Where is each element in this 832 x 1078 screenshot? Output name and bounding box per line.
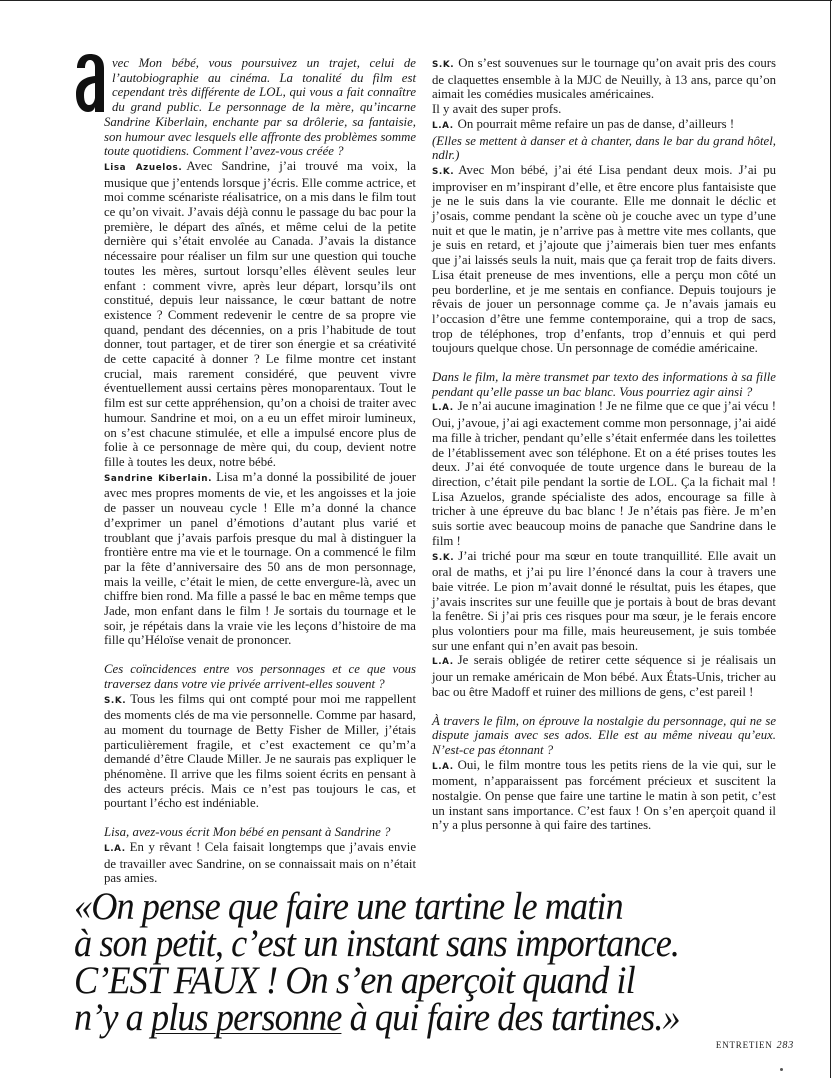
speaker-label: S.K. [104,695,127,706]
answer-text: J’ai triché pour ma sœur en toute tranquillité. Elle avait un oral de maths, et j’ai pu lire l’énoncé dans la cour à travers une baie vitrée. Le pion m’avait donné le résultat, puis les étapes, que j’avais inscrites sur une feuille que je portais à bout de bras devant la fenêtre. Si j’ai pris ces risques pour ma sœur, je le ferais encore plus volontiers pour ma fille, mais heureusement, je suis tombée sur une enfant qui n’en avait pas besoin. [432,548,776,653]
speaker-label: L.A. [432,120,454,131]
right-answer-3 [432,163,776,356]
page-border-right [830,0,831,1078]
answer-text: On pourrait même refaire un pas de danse, d’ailleurs ! [457,116,735,131]
speaker-label: L.A. [104,843,126,854]
pull-quote-line [74,996,744,1039]
page-number: 283 [776,1040,794,1051]
right-answer-4 [432,399,776,548]
right-answer-7 [432,758,776,834]
answer-3 [104,692,416,812]
pull-quote-underlined: plus personne [151,996,342,1039]
intro-question-text: vec Mon bébé, vous poursuivez un trajet, celui de l’autobiographie au cinéma. La tonalité du film est cependant très différente de LOL, qui vous a fait connaître du grand public. Le personnage de la mère, qu’incarne Sandrine Kiberlain, enchante par sa drôlerie, sa fantaisie, son humour avec lesquels elle affronte des problèmes somme toute quotidiens. Comment l’avez-vous créée ? [104,56,416,159]
page-footer [716,1040,794,1051]
pull-quote-segment: n’y a [74,996,152,1039]
right-column [432,56,776,833]
answer-text: Avec Mon bébé, j’ai été Lisa pendant deux mois. J’ai pu improviser en m’inspirant d’elle, et être encore plus fantaisiste que je ne le suis dans la vie courante. Elle me donnait le déclic et j’osais, comme pendant la scène où je couche avec un type d’une nuit et que le matin, je n’arrive pas à mettre vite mes collants, que je suis en retard, et j’ajoute que j’aimerais bien tuer mes enfants que j’ai laissés seuls la nuit, mais que ça ferait trop de faits divers. Lisa était preneuse de mes inventions, elle a perçu mon côté un peu borderline, et je me sentais en confiance. Depuis toujours je rêvais de jouer un personnage comme ça. Je n’avais jamais eu l’occasion d’être une femme contemporaine, qui a trop de sacs, trop de téléphones, trop d’enfants, trop d’ennuis et qui perd toujours quelque chose. Un personnage de comédie américaine. [432,162,776,356]
answer-2 [104,470,416,648]
page-border-top [0,0,832,1]
speaker-label: Sandrine Kiberlain. [104,473,213,484]
pull-quote-segment: à qui faire des tartines.» [341,996,680,1039]
answer-4 [104,840,416,886]
answer-text: En y rêvant ! Cela faisait longtemps que j’avais envie de travailler avec Sandrine, on se connaissait mais on n’était pas amies. [104,839,416,886]
pull-quote [74,885,744,1039]
answer-text: Je n’ai aucune imagination ! Je ne filme que ce que j’ai vécu ! Oui, j’avoue, j’ai agi exactement comme mon personnage, j’ai aidé ma fille à tricher, pendant qu’elle s’était enfermée dans les toilettes de l’établissement avec son téléphone. Et on a été prises toutes les deux. J’ai été convoquée de toute urgence dans le bureau de la direction, c’était pile pendant la sortie de LOL. Ça la fichait mal ! Lisa Azuelos, grande spécialiste des ados, encourage sa fille à tricher à une épreuve du bac blanc ! Je n’étais pas fière. Je m’en suis sortie avec beaucoup moins de panache que Sandrine dans le film ! [432,399,776,548]
answer-text: Lisa m’a donné la possibilité de jouer avec mes propres moments de vie, et les angoisses et la joie de passer un nouveau cycle ! Elle m’a donné la chance d’exprimer un panel d’émotions d’autant plus varié et troublant que j’avais parfois presque du mal à distinguer la frontière entre ma vie et le tournage. On a commencé le film par la fête d’anniversaire des 50 ans de mon personnage, mais la veille, c’était le mien, de cette envergure-là, avec un chiffre bien rond. Ma fille a passé le bac en même temps que Jade, mon enfant dans le film ! Je sortais du tournage et le soir, je répétais dans la vraie vie les leçons d’histoire de ma fille qu’Héloïse venait de prononcer. [104,469,416,648]
answer-1 [104,159,416,470]
question-3: Lisa, avez-vous écrit Mon bébé en pensant à Sandrine ? [104,825,391,840]
dropcap-glyph [76,52,104,114]
speaker-label: Lisa Azuelos. [104,162,183,173]
right-answer-5 [432,549,776,654]
answer-text: On s’est souvenues sur le tournage qu’on avait pris des cours de claquettes ensemble à la MJC de Neuilly, à 13 ans, parce qu’on aimait les comédies musicales américaines. [432,56,776,102]
answer-text: Je serais obligée de retirer cette séquence si je réalisais un jour un remake américain de Mon bébé. Aux États-Unis, tricher au bac ou être Madoff et ruiner des millions de gens, c’est pareil ! [432,653,776,699]
speaker-label: S.K. [432,166,455,177]
corner-mark [780,1068,783,1071]
right-answer-2 [432,117,776,134]
answer-text: Tous les films qui ont compté pour moi me rappellent des moments clés de ma vie personnelle. Comme par hasard, au moment du tournage de Betty Fisher de Miller, j’étais particulièrement fragile, et c’est exactement ce qu’m’a demandé d’être Claude Miller. Je ne saurais pas expliquer le phénomène. Il arrive que les films soient écrits en pensant à des acteurs précis. Mais ce n’est pas toujours le cas, et pourtant l’écho est indéniable. [104,691,416,811]
pull-quote-line: C’EST FAUX ! On s’en aperçoit quand il [74,959,635,1002]
editor-note: (Elles se mettent à danser et à chanter, dans le bar du grand hôtel, ndlr.) [432,133,776,163]
speaker-label: L.A. [432,657,454,668]
answer-text: Avec Sandrine, j’ai trouvé ma voix, la musique que j’entends lorsque j’écris. Elle comme actrice, et moi comme scénariste réalisatrice, on a mis dans le film tout ce qu’on vivait. J’avais déjà connu le passage du bac pour la première, le départ des aînés, et même celui de la petite dernière qui s’était envolée au Canada. J’avais la distance nécessaire pour réaliser un film sur une question qui touche toutes les mères, surtout lorsqu’elles élèvent seules leur enfant : comment vivre, après leur départ, lorsqu’ils ont constitué, depuis leur naissance, le cœur battant de notre existence ? Comment redevenir le centre de sa propre vie quand, pendant des décennies, on a pris l’habitude de tout donner, tout partager, et de tirer son énergie et sa créativité de cette capacité à donner ? Le filme montre cet instant crucial, mais rarement considéré, que peuvent vivre éventuellement aussi certains pères monoparentaux. Tout le film est sur cette appréhension, qu’on a choisi de traiter avec humour. Sandrine et moi, on a eu un effet miroir lumineux, on s’est chacune stimulée, et elle a impulsé encore plus de folie à ce personnage de mère qui, du coup, devient notre fille à toutes les deux, notre bébé. [104,158,417,469]
speaker-label: S.K. [432,60,455,70]
speaker-label: L.A. [432,761,454,772]
answer-text: Oui, le film montre tous les petits riens de la vie qui, sur le moment, n’apparaissent pas forcément précieux et suscitent la nostalgie. On pense que faire une tartine le matin à son petit, c’est un instant sans importance. C’est faux ! On s’en aperçoit quand il n’y a plus personne à qui faire des tartines. [432,757,776,833]
question-2: Ces coïncidences entre vos personnages et ce que vous traversez dans votre vie privée arrivent-elles souvent ? [104,662,416,691]
pull-quote-line: à son petit, c’est un instant sans importance. [74,922,680,965]
dropcap-a [76,52,104,110]
pull-quote-line: «On pense que faire une tartine le matin [74,885,623,928]
right-answer-1-line2: Il y avait des super profs. [432,102,562,117]
left-column [104,56,416,886]
question-5: À travers le film, on éprouve la nostalgie du personnage, qui ne se dispute jamais avec ses ados. Elle est au même niveau qu’eux. N’est-ce pas étonnant ? [432,713,776,757]
intro-question [104,56,416,159]
right-answer-6 [432,653,776,699]
section-label: ENTRETIEN [715,1040,773,1050]
speaker-label: S.K. [432,552,455,563]
question-4: Dans le film, la mère transmet par texto des informations à sa fille pendant qu’elle passe un bac blanc. Vous pourriez agir ainsi ? [432,370,776,399]
speaker-label: L.A. [432,403,454,414]
right-answer-1 [432,56,776,102]
